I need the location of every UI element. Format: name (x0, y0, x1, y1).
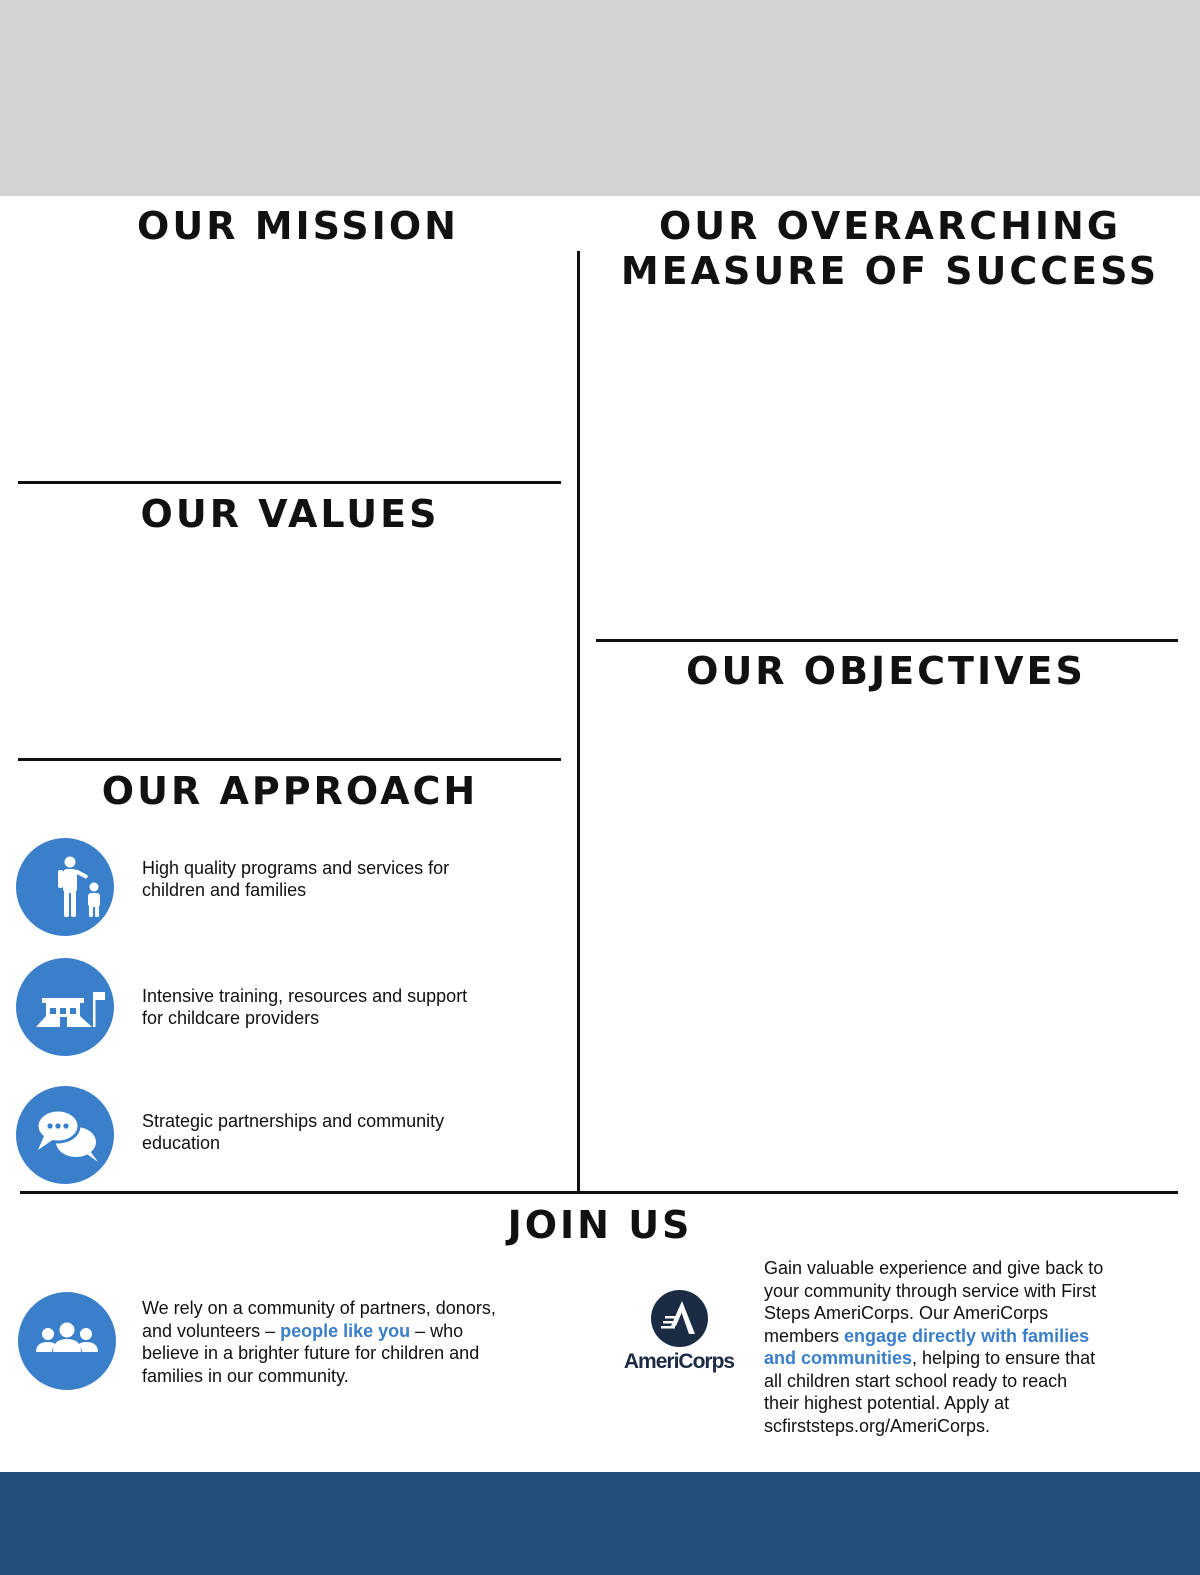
americorps-line7: their highest potential. Apply at (764, 1393, 1010, 1413)
measure-heading-line2: MEASURE OF SUCCESS (620, 249, 1160, 293)
americorps-line6: all children start school ready to reach (764, 1371, 1068, 1391)
americorps-logo-wordmark: AmeriCorps (623, 1350, 735, 1373)
values-heading: OUR VALUES (140, 492, 440, 536)
measure-objectives-divider (596, 639, 1178, 642)
join-community-line2: and volunteers – people like you – who (142, 1321, 464, 1341)
communities-highlight: and communities (764, 1348, 913, 1368)
approach-item-3-line1: Strategic partnerships and community (142, 1111, 445, 1131)
people-like-you-highlight: people like you (280, 1321, 411, 1341)
americorps-line8: scfirststeps.org/AmeriCorps. (764, 1416, 991, 1436)
americorps-line2: your community through service with First (764, 1281, 1097, 1301)
chat-bubbles-icon (16, 1086, 114, 1184)
group-people-icon (18, 1292, 116, 1390)
approach-heading: OUR APPROACH (101, 769, 479, 813)
join-community-line1: We rely on a community of partners, donors, (142, 1298, 496, 1318)
americorps-line3: Steps AmeriCorps. Our AmeriCorps (764, 1303, 1049, 1323)
approach-item-1-line2: children and families (142, 880, 307, 900)
join-community-line3: believe in a brighter future for children and (142, 1343, 480, 1363)
approach-item-2-line1: Intensive training, resources and support (142, 986, 468, 1006)
objectives-heading: OUR OBJECTIVES (686, 649, 1086, 693)
join-divider (20, 1191, 1178, 1194)
mission-heading: OUR MISSION (137, 204, 459, 248)
americorps-line4: members engage directly with families (764, 1326, 1090, 1346)
measure-heading-line1: OUR OVERARCHING (658, 204, 1122, 248)
join-heading: JOIN US (507, 1203, 693, 1247)
values-approach-divider (18, 758, 561, 761)
americorps-line5: and communities, helping to ensure that (764, 1348, 1096, 1368)
bottom-banner (0, 1472, 1200, 1575)
mission-values-divider (18, 481, 561, 484)
approach-item-2-line2: for childcare providers (142, 1008, 320, 1028)
join-community-line4: families in our community. (142, 1366, 349, 1386)
americorps-logo-mark (651, 1290, 708, 1347)
americorps-line1: Gain valuable experience and give back to (764, 1258, 1104, 1278)
school-building-icon (16, 958, 114, 1056)
vertical-divider (577, 251, 580, 1192)
approach-item-1-line1: High quality programs and services for (142, 858, 450, 878)
parent-child-icon (16, 838, 114, 936)
top-banner (0, 0, 1200, 196)
engage-families-highlight: engage directly with families (844, 1326, 1090, 1346)
approach-item-3-line2: education (142, 1133, 221, 1153)
